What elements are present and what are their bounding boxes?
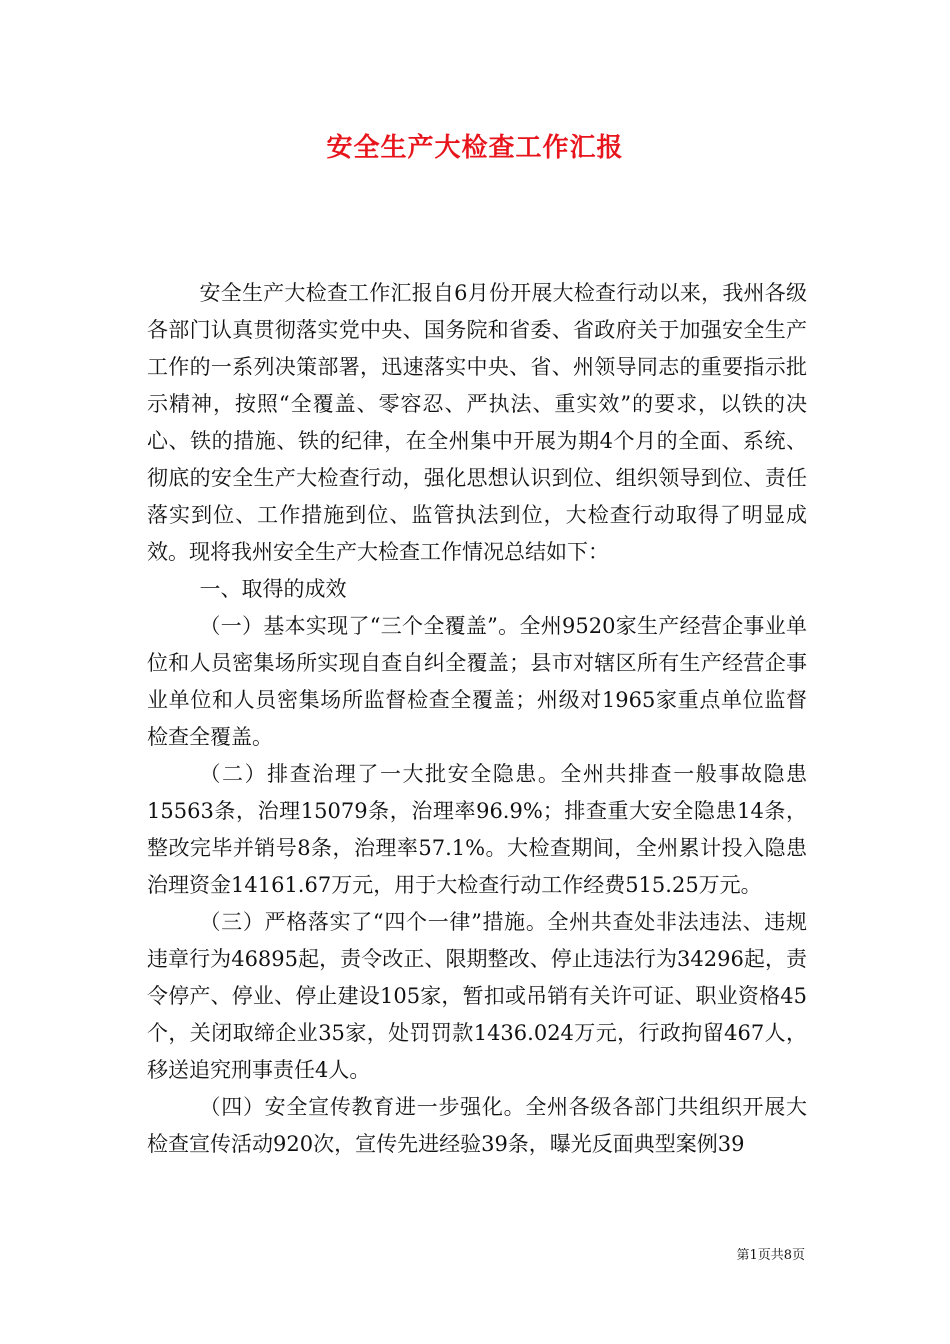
- intro-paragraph: 安全生产大检查工作汇报自6月份开展大检查行动以来，我州各级各部门认真贯彻落实党中央、国务院和省委、省政府关于加强安全生产工作的一系列决策部署，迅速落实中央、省、州领导同志的重要指示批示精神，按照“全覆盖、零容忍、严执法、重实效”的要求，以铁的决心、铁的措施、铁的纪律，在全州集中开展为期4个月的全面、系统、彻底的安全生产大检查行动，强化思想认识到位、组织领导到位、责任落实到位、工作措施到位、监管执法到位，大检查行动取得了明显成效。现将我州安全生产大检查工作情况总结如下：: [147, 281, 807, 564]
- section-heading-achievements: 一、取得的成效: [199, 577, 347, 601]
- document-title: 安全生产大检查工作汇报: [326, 133, 624, 163]
- paragraph-full-coverage: （一）基本实现了“三个全覆盖”。全州9520家生产经营企事业单位和人员密集场所实现自查自纠全覆盖；县市对辖区所有生产经营企事业单位和人员密集场所监督检查全覆盖；州级对1965家重点单位监督检查全覆盖。: [147, 614, 807, 749]
- paragraph-publicity-education: （四）安全宣传教育进一步强化。全州各级各部门共组织开展大检查宣传活动920次，宣传先进经验39条，曝光反面典型案例39: [147, 1095, 807, 1156]
- page-number: 第1页共8页: [736, 1248, 805, 1263]
- paragraph-four-measures: （三）严格落实了“四个一律”措施。全州共查处非法违法、违规违章行为46895起，责令改正、限期整改、停止违法行为34296起，责令停产、停业、停止建设105家，暂扣或吊销有关许可证、职业资格45个，关闭取缔企业35家，处罚罚款1436.024万元，行政拘留467人，移送追究刑事责任4人。: [147, 910, 807, 1082]
- document-body: [147, 275, 807, 1163]
- paragraph-hazard-remediation: （二）排查治理了一大批安全隐患。全州共排查一般事故隐患15563条，治理15079条，治理率96.9%；排查重大安全隐患14条，整改完毕并销号8条，治理率57.1%。大检查期间，全州累计投入隐患治理资金14161.67万元，用于大检查行动工作经费515.25万元。: [147, 762, 807, 897]
